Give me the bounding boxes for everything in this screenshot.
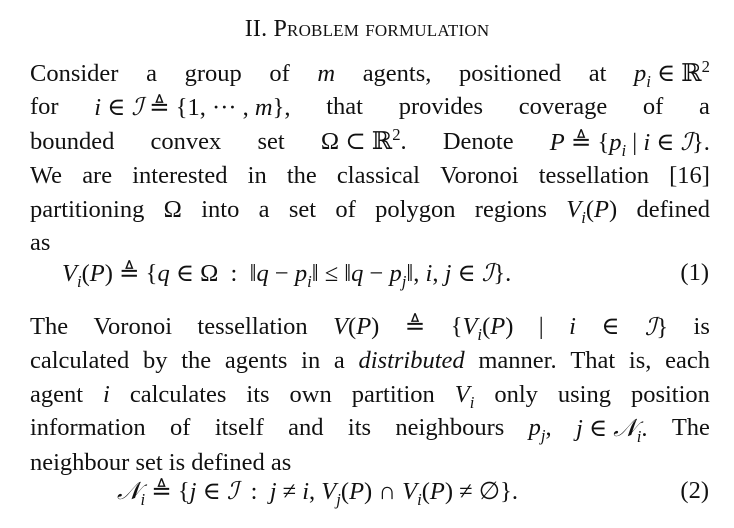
paragraph-1-line-5: partitioning Ω into a set of polygon regions $V_i(P)$ defined (30, 195, 710, 227)
paragraph-1-line-6: as (30, 229, 51, 257)
equation-2-body: 𝒩$_i$ ≜ {j ∈ ℐ : j ≠ i, $V_j(P)$ ∩ $V_i(P)$ ≠ ∅}. (117, 476, 518, 509)
paragraph-2-line-4: information of itself and its neighbours $p_j$, j ∈ 𝒩$_i$. The (30, 413, 710, 447)
equation-1-number: (1) (680, 259, 709, 286)
section-number: II. (244, 16, 268, 42)
equation-1-body: $V_i(P)$ ≜ {q ∈ Ω : ‖q − $p_i‖$ ≤ ‖q − $p_j‖$, i, j ∈ ℐ}. (62, 258, 512, 291)
section-heading (0, 14, 734, 44)
equation-2-number: (2) (680, 477, 709, 504)
paragraph-2-line-5: neighbour set is defined as (30, 448, 292, 476)
paragraph-1-line-4: We are interested in the classical Voronoi tessellation [16] (30, 162, 710, 190)
paragraph-2-line-1: The Voronoi tessellation V(P) ≜ {$V_i(P)$ | i ∈ ℐ} is (30, 312, 710, 344)
paragraph-1-line-1: Consider a group of m agents, positioned at $p_i$ ∈ ℝ$^2$ (30, 56, 710, 91)
section-title: Problem formulation (273, 16, 490, 42)
paragraph-2-line-2: calculated by the agents in a distributed manner. That is, each (30, 347, 710, 375)
paragraph-2-line-3: agent i calculates its own partition $V_i$ only using position (30, 380, 710, 412)
paragraph-2 (30, 310, 710, 479)
paragraph-1-line-3: bounded convex set Ω ⊂ ℝ$^2$. Denote P ≜ {$p_i$ | i ∈ ℐ}. (30, 124, 710, 160)
paragraph-1 (30, 57, 710, 259)
paragraph-1-line-2: for i ∈ ℐ ≜ {1, ··· , m}, that provides coverage of a (30, 92, 710, 122)
